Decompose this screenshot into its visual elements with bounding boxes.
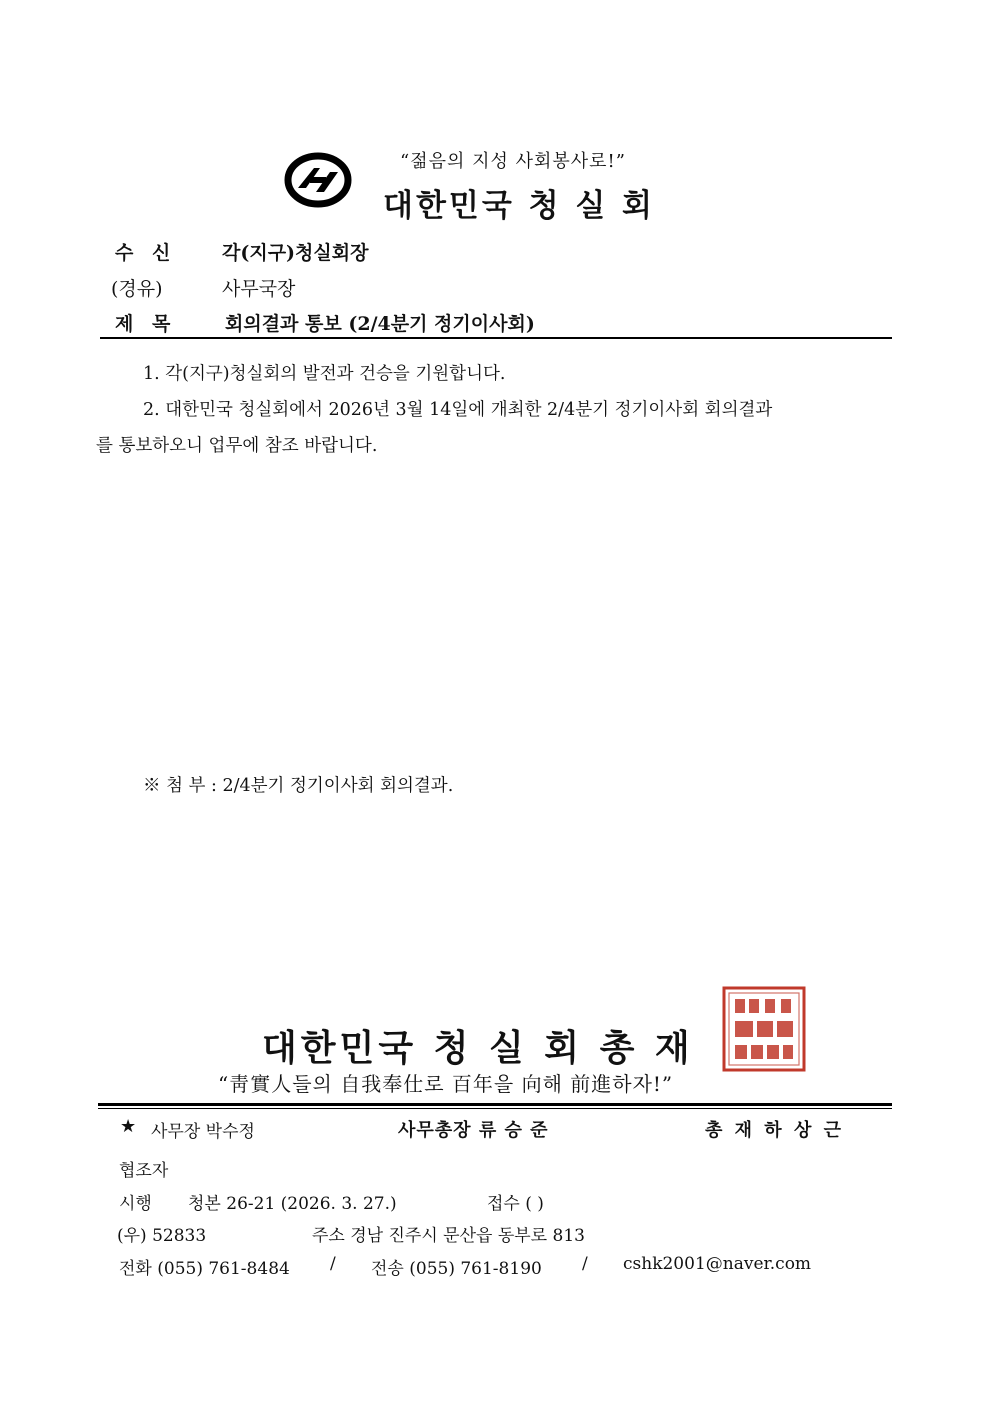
enforcement-value: 청본 26-21 (2026. 3. 27.) — [188, 1194, 397, 1214]
organization-name: 대한민국 청 실 회 — [383, 188, 655, 224]
paragraph-2-line-2: 를 통보하오니 업무에 참조 바랍니다. — [96, 436, 378, 456]
enforcement-label: 시행 — [119, 1194, 152, 1214]
paragraph-1: 1. 각(지구)청실회의 발전과 건승을 기원합니다. — [143, 364, 506, 384]
email-link[interactable]: cshk2001@naver.com — [623, 1254, 812, 1274]
paragraph-2-line-1: 2. 대한민국 청실회에서 2026년 3월 14일에 개최한 2/4분기 정기이사회 회의결과 — [143, 400, 773, 420]
separator: / — [330, 1254, 336, 1274]
via-label: (경유) — [111, 278, 163, 300]
subject-label: 제 목 — [115, 313, 177, 335]
recipient-label: 수 신 — [115, 242, 177, 264]
attachment-note: ※ 첨 부 : 2/4분기 정기이사회 회의결과. — [143, 776, 454, 796]
official-seal-icon — [721, 985, 807, 1073]
star-icon: ★ — [120, 1116, 137, 1137]
recipient-value: 각(지구)청실회장 — [222, 242, 369, 264]
cooperator-label: 협조자 — [119, 1161, 169, 1181]
address: 주소 경남 진주시 문산읍 동부로 813 — [312, 1226, 585, 1246]
header-divider — [100, 337, 892, 339]
via-value: 사무국장 — [222, 278, 296, 300]
subject-value: 회의결과 통보 (2/4분기 정기이사회) — [225, 313, 535, 335]
phone: 전화 (055) 761-8484 — [119, 1259, 290, 1279]
header-slogan: “젊음의 지성 사회봉사로!” — [400, 151, 626, 172]
footer-divider-thin — [98, 1108, 892, 1109]
general-secretary-signature: 사무총장 류 승 준 — [398, 1120, 549, 1141]
footer-slogan: “靑實人들의 自我奉仕로 百年을 向해 前進하자!” — [218, 1072, 674, 1096]
footer-title: 대한민국 청 실 회 총 재 — [262, 1027, 694, 1069]
fax: 전송 (055) 761-8190 — [371, 1259, 542, 1279]
footer-divider-thick — [98, 1103, 892, 1106]
separator: / — [582, 1254, 588, 1274]
receipt-field: 접수 ( ) — [487, 1194, 544, 1214]
org-emblem-icon — [284, 152, 352, 208]
postal-code: (우) 52833 — [117, 1226, 207, 1246]
president-signature: 총 재 하 상 근 — [705, 1120, 845, 1141]
secretary-signature: 사무장 박수정 — [151, 1122, 255, 1142]
